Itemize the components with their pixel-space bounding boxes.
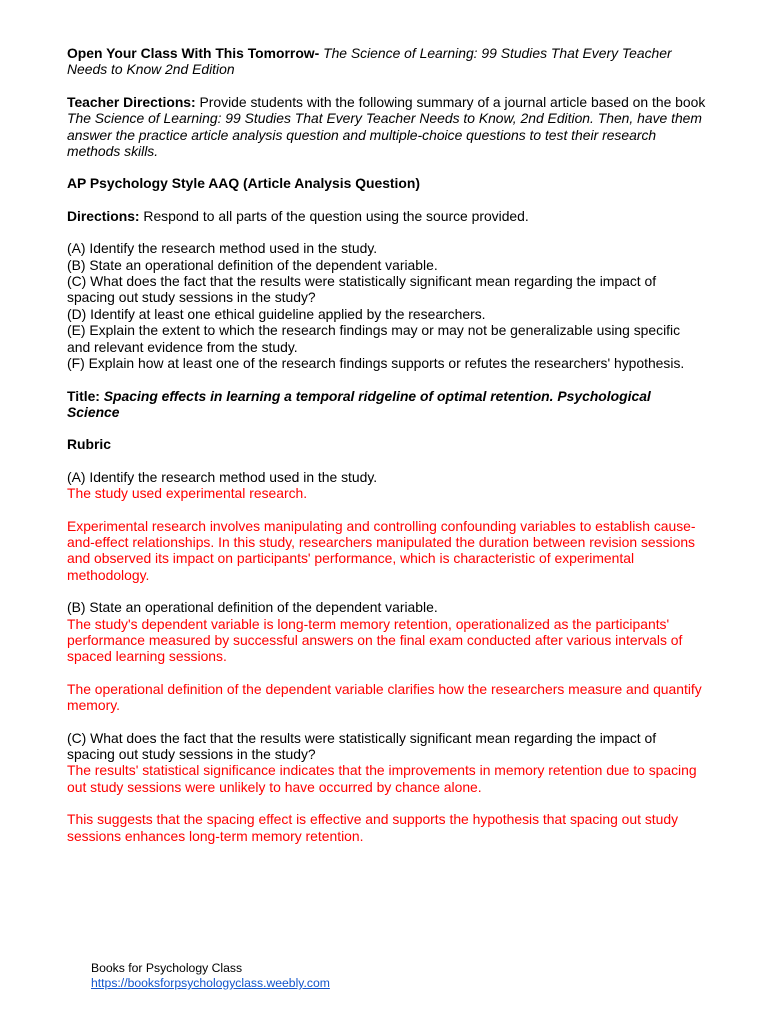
rubric-a-answer: The study used experimental research. xyxy=(67,485,308,502)
question-e: (E) Explain the extent to which the research findings may or may not be generalizable using specific and relevant evidence from the study. xyxy=(67,322,681,355)
rubric-b-explanation: The operational definition of the dependent variable clarifies how the researchers measure and quantify memory. xyxy=(67,680,702,714)
footer xyxy=(91,961,330,991)
article-title xyxy=(67,388,707,421)
rubric-c-answer: The results' statistical significance indicates that the improvements in memory retention due to spacing out study sessions were unlikely to have occurred by chance alone. xyxy=(67,762,697,795)
teacher-directions-label: Teacher Directions: xyxy=(67,93,196,110)
teacher-directions xyxy=(67,94,707,160)
header-line xyxy=(67,45,707,78)
rubric-b xyxy=(67,599,707,665)
footer-label: Books for Psychology Class xyxy=(91,961,243,975)
rubric-b-answer: The study's dependent variable is long-term memory retention, operationalized as the participants' performance measured by successful answers on the final exam conducted after various intervals of spaced learning sessions. xyxy=(67,615,683,665)
header-bold: Open Your Class With This Tomorrow- xyxy=(67,45,320,61)
article-title-label: Title: xyxy=(67,387,100,404)
question-a: (A) Identify the research method used in the study. xyxy=(67,240,378,257)
question-d: (D) Identify at least one ethical guideline applied by the researchers. xyxy=(67,305,486,322)
directions xyxy=(67,208,707,224)
directions-label: Directions: xyxy=(67,207,140,224)
question-b: (B) State an operational definition of the dependent variable. xyxy=(67,256,438,273)
header-book-title: The Science of Learning: 99 Studies That Every Teacher Needs to Know 2nd Edition xyxy=(67,45,672,78)
footer-link[interactable]: https://booksforpsychologyclass.weebly.com xyxy=(91,976,330,990)
rubric-a xyxy=(67,469,707,502)
aaq-heading: AP Psychology Style AAQ (Article Analysis Question) xyxy=(67,175,421,192)
teacher-directions-text: Provide students with the following summary of a journal article based on the book xyxy=(195,93,706,110)
teacher-directions-italic: The Science of Learning: 99 Studies That Every Teacher Needs to Know, 2nd Edition. Then, have them answer the practice article analysis question and multiple-choice questions to test their research methods skills. xyxy=(67,110,702,160)
question-list xyxy=(67,240,707,371)
document-page xyxy=(67,45,707,844)
rubric-c xyxy=(67,730,707,796)
article-title-text: Spacing effects in learning a temporal ridgeline of optimal retention. Psychological Science xyxy=(67,387,651,420)
rubric-a-question: (A) Identify the research method used in the study. xyxy=(67,468,378,485)
question-c: (C) What does the fact that the results were statistically significant mean regarding the impact of spacing out study sessions in the study? xyxy=(67,273,657,306)
directions-text: Respond to all parts of the question using the source provided. xyxy=(139,207,529,224)
rubric-b-question: (B) State an operational definition of the dependent variable. xyxy=(67,599,438,616)
rubric-heading: Rubric xyxy=(67,436,111,453)
rubric-c-question: (C) What does the fact that the results were statistically significant mean regarding the impact of spacing out study sessions in the study? xyxy=(67,729,657,762)
rubric-c-explanation: This suggests that the spacing effect is effective and supports the hypothesis that spacing out study sessions enhances long-term memory retention. xyxy=(67,811,679,844)
rubric-a-explanation: Experimental research involves manipulating and controlling confounding variables to establish cause-and-effect relationships. In this study, researchers manipulated the duration between revision sessions and observed its impact on participants' performance, which is characteristic of experimental methodology. xyxy=(67,517,696,583)
question-f: (F) Explain how at least one of the research findings supports or refutes the researchers' hypothesis. xyxy=(67,355,685,372)
